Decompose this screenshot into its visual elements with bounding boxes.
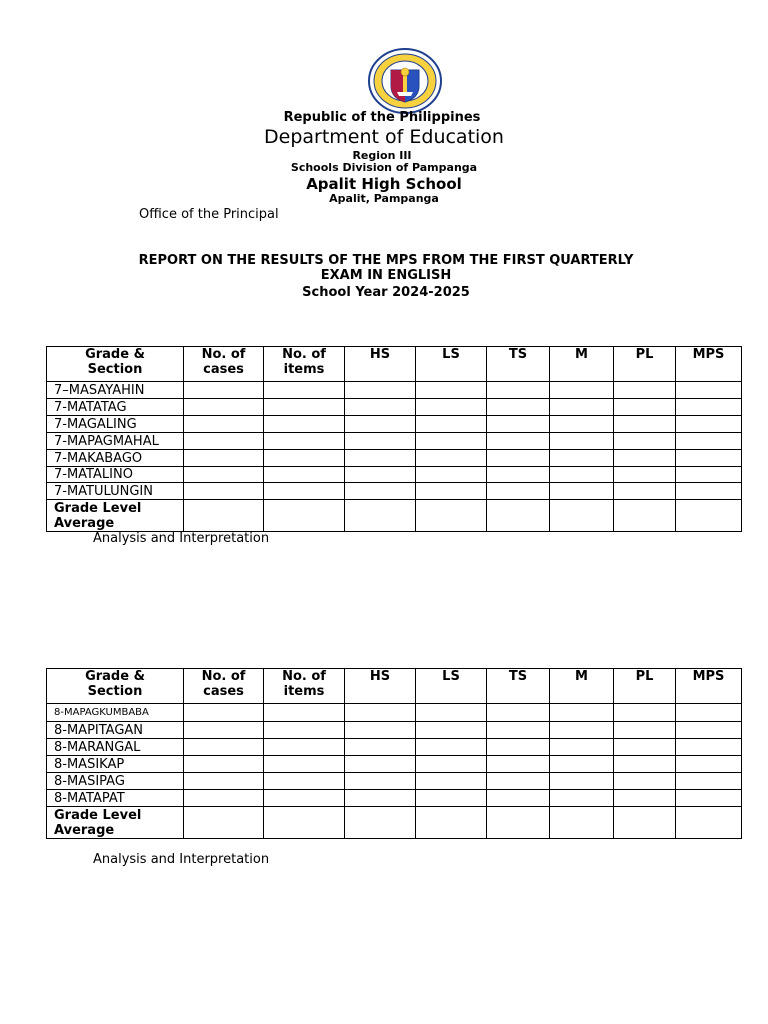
empty-value-cell[interactable]: [184, 756, 264, 773]
table-row: [47, 433, 742, 450]
empty-value-cell[interactable]: [264, 467, 345, 483]
division-label: Schools Division of Pampanga: [290, 161, 478, 174]
empty-value-cell[interactable]: [550, 739, 614, 756]
empty-value-cell[interactable]: [184, 773, 264, 790]
column-header: [676, 669, 742, 704]
table-row: [47, 416, 742, 433]
empty-value-cell[interactable]: [345, 500, 416, 532]
empty-value-cell[interactable]: [264, 500, 345, 532]
average-label-line2: Average: [54, 822, 115, 838]
empty-value-cell[interactable]: [676, 807, 742, 839]
empty-value-cell[interactable]: [264, 704, 345, 722]
empty-value-cell[interactable]: [345, 756, 416, 773]
empty-value-cell[interactable]: [184, 722, 264, 739]
empty-value-cell[interactable]: [676, 483, 742, 500]
empty-value-cell[interactable]: [614, 382, 676, 399]
column-header: [676, 347, 742, 382]
section-name-cell: 7-MATATAG: [47, 399, 184, 416]
column-header-line2: items: [283, 362, 325, 377]
empty-value-cell[interactable]: [614, 399, 676, 416]
empty-value-cell[interactable]: [345, 704, 416, 722]
empty-value-cell[interactable]: [416, 739, 487, 756]
empty-value-cell[interactable]: [416, 773, 487, 790]
empty-value-cell[interactable]: [416, 416, 487, 433]
empty-value-cell[interactable]: [676, 416, 742, 433]
column-header-line1: No. of: [201, 669, 246, 684]
section-name-cell: 7-MAPAGMAHAL: [47, 433, 184, 450]
column-header: [487, 669, 550, 704]
section-name-cell: 8-MASIKAP: [47, 756, 184, 773]
empty-value-cell[interactable]: [264, 807, 345, 839]
empty-value-cell[interactable]: [614, 500, 676, 532]
table-row: [47, 773, 742, 790]
empty-value-cell[interactable]: [487, 382, 550, 399]
empty-value-cell[interactable]: [487, 467, 550, 483]
table-row: [47, 382, 742, 399]
empty-value-cell[interactable]: [614, 722, 676, 739]
report-title-line1: REPORT ON THE RESULTS OF THE MPS FROM THE FIRST QUARTERLY: [138, 253, 634, 268]
empty-value-cell[interactable]: [614, 704, 676, 722]
column-header: [614, 347, 676, 382]
column-header-line1: PL: [635, 347, 654, 362]
grade7-mps-table: [46, 346, 742, 532]
empty-value-cell[interactable]: [416, 790, 487, 807]
table-row: [47, 399, 742, 416]
empty-value-cell[interactable]: [614, 739, 676, 756]
empty-value-cell[interactable]: [264, 756, 345, 773]
empty-value-cell[interactable]: [550, 433, 614, 450]
section-name-cell: 8-MAPITAGAN: [47, 722, 184, 739]
table-row: [47, 467, 742, 483]
empty-value-cell[interactable]: [345, 483, 416, 500]
empty-value-cell[interactable]: [550, 790, 614, 807]
empty-value-cell[interactable]: [264, 416, 345, 433]
table-row: [47, 722, 742, 739]
grade8-mps-table: [46, 668, 742, 839]
column-header: [184, 669, 264, 704]
empty-value-cell[interactable]: [614, 433, 676, 450]
empty-value-cell[interactable]: [264, 773, 345, 790]
column-header: [550, 669, 614, 704]
grade-level-average-label: [47, 807, 184, 839]
section-name-cell: 8-MAPAGKUMBABA: [47, 704, 184, 722]
office-label: Office of the Principal: [139, 207, 279, 222]
column-header-line2: Section: [87, 362, 143, 377]
empty-value-cell[interactable]: [487, 450, 550, 467]
empty-value-cell[interactable]: [676, 790, 742, 807]
average-label-line1: Grade Level: [54, 807, 142, 823]
column-header: [47, 669, 184, 704]
empty-value-cell[interactable]: [345, 739, 416, 756]
analysis-label-grade7: Analysis and Interpretation: [93, 531, 270, 546]
column-header: [416, 347, 487, 382]
empty-value-cell[interactable]: [487, 773, 550, 790]
empty-value-cell[interactable]: [416, 467, 487, 483]
grade-level-average-label: [47, 500, 184, 532]
empty-value-cell[interactable]: [345, 790, 416, 807]
empty-value-cell[interactable]: [550, 382, 614, 399]
empty-value-cell[interactable]: [416, 704, 487, 722]
empty-value-cell[interactable]: [676, 704, 742, 722]
analysis-label-grade8: Analysis and Interpretation: [93, 852, 270, 867]
column-header-line1: HS: [369, 669, 391, 684]
empty-value-cell[interactable]: [487, 807, 550, 839]
republic-label: Republic of the Philippines: [283, 110, 481, 125]
column-header: [614, 669, 676, 704]
empty-value-cell[interactable]: [264, 399, 345, 416]
empty-value-cell[interactable]: [550, 773, 614, 790]
column-header-line2: cases: [203, 684, 244, 699]
empty-value-cell[interactable]: [676, 756, 742, 773]
report-title-line2: EXAM IN ENGLISH: [320, 268, 452, 283]
section-name-cell: 7-MAGALING: [47, 416, 184, 433]
empty-value-cell[interactable]: [264, 483, 345, 500]
column-header-line1: Grade &: [85, 347, 145, 362]
empty-value-cell[interactable]: [676, 722, 742, 739]
empty-value-cell[interactable]: [550, 722, 614, 739]
empty-value-cell[interactable]: [487, 704, 550, 722]
empty-value-cell[interactable]: [184, 500, 264, 532]
column-header: [264, 347, 345, 382]
empty-value-cell[interactable]: [264, 739, 345, 756]
empty-value-cell[interactable]: [184, 807, 264, 839]
empty-value-cell[interactable]: [416, 483, 487, 500]
empty-value-cell[interactable]: [345, 433, 416, 450]
column-header: [264, 669, 345, 704]
column-header-line1: MPS: [692, 669, 725, 684]
empty-value-cell[interactable]: [345, 450, 416, 467]
section-name-cell: 8-MATAPAT: [47, 790, 184, 807]
column-header-line2: items: [283, 684, 325, 699]
column-header-line1: LS: [442, 347, 460, 362]
deped-seal-logo: [367, 48, 443, 114]
empty-value-cell[interactable]: [550, 399, 614, 416]
column-header-line1: M: [575, 347, 588, 362]
empty-value-cell[interactable]: [487, 483, 550, 500]
empty-value-cell[interactable]: [345, 722, 416, 739]
table-row: [47, 790, 742, 807]
empty-value-cell[interactable]: [676, 467, 742, 483]
empty-value-cell[interactable]: [345, 382, 416, 399]
empty-value-cell[interactable]: [416, 807, 487, 839]
table-row: [47, 450, 742, 467]
section-name-cell: 8-MARANGAL: [47, 739, 184, 756]
empty-value-cell[interactable]: [614, 416, 676, 433]
table-header-row: [47, 347, 742, 382]
column-header-line1: MPS: [692, 347, 725, 362]
column-header: [345, 347, 416, 382]
section-name-cell: 8-MASIPAG: [47, 773, 184, 790]
empty-value-cell[interactable]: [676, 450, 742, 467]
report-title-line3: School Year 2024-2025: [302, 285, 470, 300]
empty-value-cell[interactable]: [416, 399, 487, 416]
column-header-line1: TS: [508, 669, 528, 684]
column-header: [487, 347, 550, 382]
table-row: [47, 756, 742, 773]
empty-value-cell[interactable]: [614, 450, 676, 467]
table-row: [47, 704, 742, 722]
empty-value-cell[interactable]: [487, 739, 550, 756]
empty-value-cell[interactable]: [550, 416, 614, 433]
empty-value-cell[interactable]: [550, 467, 614, 483]
empty-value-cell[interactable]: [614, 483, 676, 500]
empty-value-cell[interactable]: [676, 399, 742, 416]
section-name-cell: 7–MASAYAHIN: [47, 382, 184, 399]
empty-value-cell[interactable]: [676, 500, 742, 532]
empty-value-cell[interactable]: [264, 790, 345, 807]
empty-value-cell[interactable]: [550, 483, 614, 500]
empty-value-cell[interactable]: [487, 756, 550, 773]
column-header: [184, 347, 264, 382]
empty-value-cell[interactable]: [345, 807, 416, 839]
empty-value-cell[interactable]: [487, 399, 550, 416]
table-header-row: [47, 669, 742, 704]
empty-value-cell[interactable]: [184, 483, 264, 500]
empty-value-cell[interactable]: [264, 450, 345, 467]
section-name-cell: 7-MATALINO: [47, 467, 184, 483]
empty-value-cell[interactable]: [416, 722, 487, 739]
column-header-line1: PL: [635, 669, 654, 684]
empty-value-cell[interactable]: [184, 450, 264, 467]
empty-value-cell[interactable]: [184, 433, 264, 450]
column-header: [550, 347, 614, 382]
empty-value-cell[interactable]: [676, 739, 742, 756]
column-header: [416, 669, 487, 704]
column-header-line1: No. of: [282, 347, 326, 362]
section-name-cell: 7-MAKABAGO: [47, 450, 184, 467]
empty-value-cell[interactable]: [345, 773, 416, 790]
empty-value-cell[interactable]: [416, 433, 487, 450]
empty-value-cell[interactable]: [676, 382, 742, 399]
column-header: [345, 669, 416, 704]
column-header-line1: No. of: [201, 347, 246, 362]
region-label: Region III: [352, 149, 412, 162]
empty-value-cell[interactable]: [614, 756, 676, 773]
column-header-line1: HS: [369, 347, 391, 362]
empty-value-cell[interactable]: [264, 382, 345, 399]
empty-value-cell[interactable]: [264, 433, 345, 450]
table-row: [47, 483, 742, 500]
average-label-line2: Average: [54, 515, 115, 531]
average-label-line1: Grade Level: [54, 500, 142, 516]
empty-value-cell[interactable]: [550, 704, 614, 722]
empty-value-cell[interactable]: [416, 500, 487, 532]
empty-value-cell[interactable]: [416, 756, 487, 773]
empty-value-cell[interactable]: [184, 790, 264, 807]
column-header-line1: Grade &: [85, 669, 145, 684]
school-location: Apalit, Pampanga: [329, 192, 439, 205]
grade-level-average-row: [47, 807, 742, 839]
column-header-line2: cases: [203, 362, 244, 377]
grade-level-average-row: [47, 500, 742, 532]
empty-value-cell[interactable]: [550, 450, 614, 467]
column-header-line2: Section: [87, 684, 143, 699]
empty-value-cell[interactable]: [614, 807, 676, 839]
column-header-line1: M: [575, 669, 588, 684]
empty-value-cell[interactable]: [614, 773, 676, 790]
empty-value-cell[interactable]: [264, 722, 345, 739]
column-header-line1: TS: [508, 347, 528, 362]
empty-value-cell[interactable]: [184, 739, 264, 756]
school-name: Apalit High School: [306, 175, 462, 193]
empty-value-cell[interactable]: [184, 467, 264, 483]
empty-value-cell[interactable]: [487, 722, 550, 739]
empty-value-cell[interactable]: [487, 790, 550, 807]
empty-value-cell[interactable]: [345, 467, 416, 483]
empty-value-cell[interactable]: [487, 416, 550, 433]
empty-value-cell[interactable]: [184, 416, 264, 433]
empty-value-cell[interactable]: [184, 399, 264, 416]
empty-value-cell[interactable]: [416, 450, 487, 467]
empty-value-cell[interactable]: [550, 500, 614, 532]
empty-value-cell[interactable]: [487, 433, 550, 450]
column-header-line1: LS: [442, 669, 460, 684]
empty-value-cell[interactable]: [550, 807, 614, 839]
empty-value-cell[interactable]: [614, 790, 676, 807]
empty-value-cell[interactable]: [676, 773, 742, 790]
empty-value-cell[interactable]: [184, 382, 264, 399]
empty-value-cell[interactable]: [550, 756, 614, 773]
section-name-cell: 7-MATULUNGIN: [47, 483, 184, 500]
empty-value-cell[interactable]: [676, 433, 742, 450]
empty-value-cell[interactable]: [487, 500, 550, 532]
empty-value-cell[interactable]: [184, 704, 264, 722]
empty-value-cell[interactable]: [345, 416, 416, 433]
column-header-line1: No. of: [282, 669, 326, 684]
empty-value-cell[interactable]: [345, 399, 416, 416]
empty-value-cell[interactable]: [614, 467, 676, 483]
table-row: [47, 739, 742, 756]
department-label: Department of Education: [264, 126, 504, 148]
column-header: [47, 347, 184, 382]
empty-value-cell[interactable]: [416, 382, 487, 399]
